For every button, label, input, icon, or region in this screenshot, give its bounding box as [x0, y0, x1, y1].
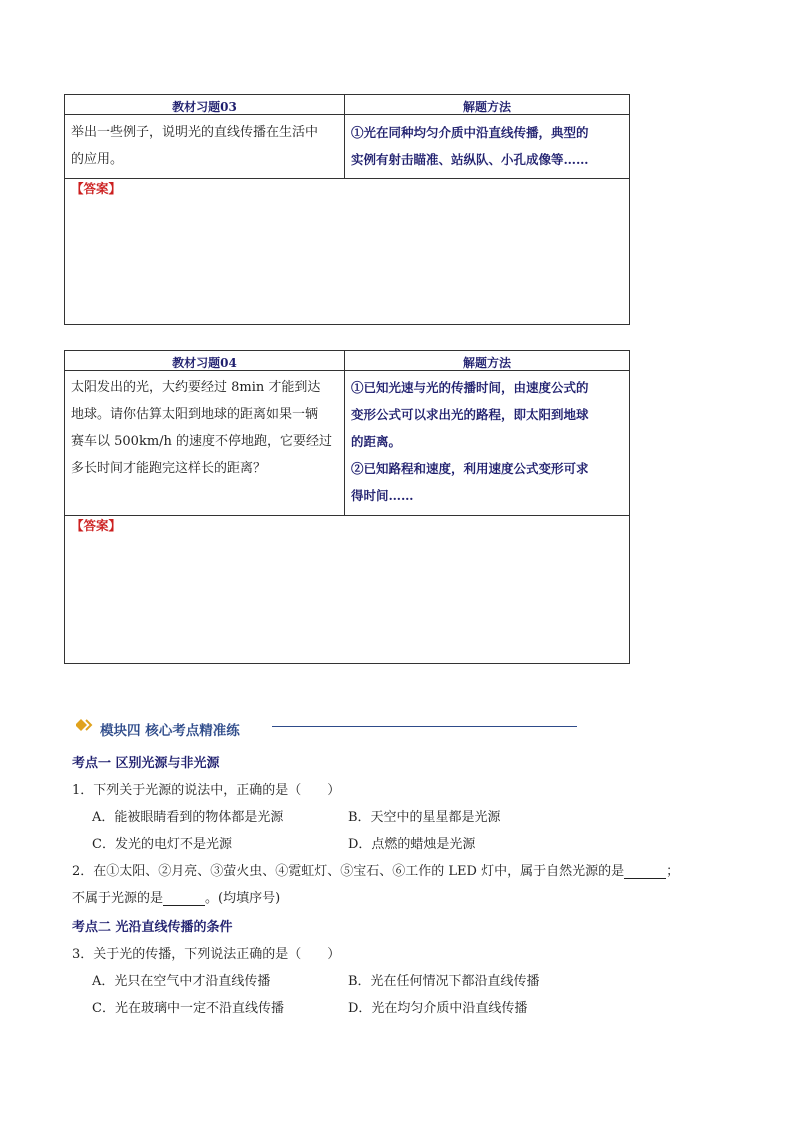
question-2-text: 2．在①太阳、②月亮、③萤火虫、④霓虹灯、⑤宝石、⑥工作的 LED 灯中，属于自然光源的是: [72, 864, 625, 879]
topic-2-title: 考点二 光沿直线传播的条件: [72, 920, 233, 935]
method-line: 得时间……: [351, 488, 414, 503]
method-text: [351, 119, 629, 173]
method-line: 实例有射击瞄准、站纵队、小孔成像等……: [351, 152, 589, 167]
question-1-stem: 1．下列关于光源的说法中，正确的是（ ）: [72, 783, 341, 798]
answer-label: 【答案】: [71, 181, 122, 196]
exercise-04-box: [64, 350, 630, 664]
exercise-title: 教材习题04: [172, 356, 237, 370]
method-line: 变形公式可以求出光的路程，即太阳到地球: [351, 407, 589, 422]
question-3-option-c: C．光在玻璃中一定不沿直线传播: [92, 1001, 284, 1016]
question-text: [71, 374, 343, 482]
question-3-option-a: A．光只在空气中才沿直线传播: [92, 974, 271, 989]
question-3-option-d: D．光在均匀介质中沿直线传播: [348, 1001, 528, 1016]
exercise-title: 教材习题03: [172, 100, 237, 114]
method-line: ②已知路程和速度，利用速度公式变形可求: [351, 461, 589, 476]
row-divider: [65, 515, 629, 516]
question-2-text: 不属于光源的是: [72, 891, 164, 906]
question-1-option-b: B．天空中的星星都是光源: [348, 810, 501, 825]
method-line: ①光在同种均匀介质中沿直线传播，典型的: [351, 125, 589, 140]
question-line: 赛车以 500km/h 的速度不停地跑，它要经过: [71, 434, 333, 449]
module-title: 模块四 核心考点精准练: [100, 723, 240, 739]
row-divider: [65, 178, 629, 179]
exercise-03-box: [64, 94, 630, 325]
module-divider: [272, 726, 577, 727]
method-title: 解题方法: [462, 100, 511, 114]
diamond-arrow-icon: [76, 717, 96, 737]
question-2-text: ；: [666, 864, 680, 879]
answer-blank[interactable]: [163, 892, 205, 906]
question-3-option-b: B．光在任何情况下都沿直线传播: [348, 974, 540, 989]
question-line: 的应用。: [71, 152, 124, 167]
question-1-option-a: A．能被眼睛看到的物体都是光源: [92, 810, 284, 825]
answer-label: 【答案】: [71, 518, 122, 533]
question-2-line-1: [72, 860, 679, 879]
question-3-stem: 3．关于光的传播，下列说法正确的是（ ）: [72, 947, 341, 962]
question-1-option-d: D．点燃的蜡烛是光源: [348, 837, 476, 852]
question-2-text: 。(均填序号): [205, 891, 281, 906]
question-line: 多长时间才能跑完这样长的距离？: [71, 461, 267, 476]
answer-blank[interactable]: [624, 865, 666, 879]
question-line: 太阳发出的光，大约要经过 8min 才能到达: [71, 380, 321, 395]
column-divider: [344, 351, 345, 515]
method-text: [351, 374, 629, 509]
question-text: [71, 119, 343, 173]
question-2-line-2: [72, 887, 280, 906]
question-line: 地球。请你估算太阳到地球的距离如果一辆: [71, 407, 319, 422]
question-1-option-c: C．发光的电灯不是光源: [92, 837, 232, 852]
method-line: 的距离。: [351, 434, 402, 449]
method-line: ①已知光速与光的传播时间，由速度公式的: [351, 380, 589, 395]
question-line: 举出一些例子，说明光的直线传播在生活中: [71, 125, 319, 140]
method-title: 解题方法: [462, 356, 511, 370]
topic-1-title: 考点一 区别光源与非光源: [72, 756, 220, 771]
